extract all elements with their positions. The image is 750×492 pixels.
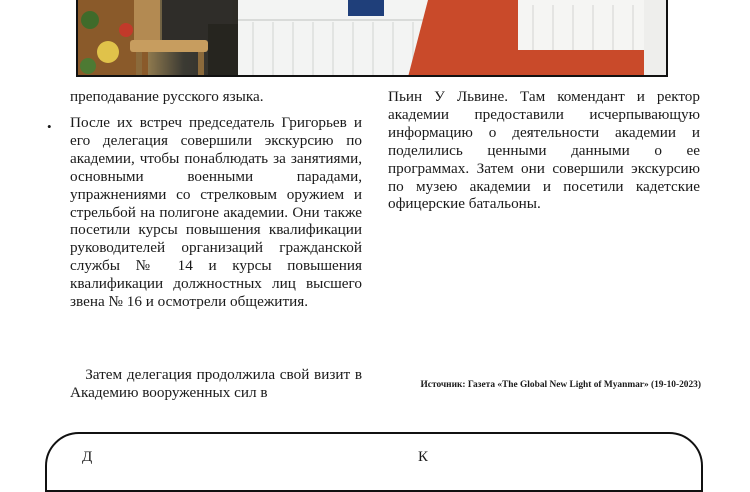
photo-scene xyxy=(78,0,668,77)
source-credit: Источник: Газета «The Global New Light of Myanmar» (19-10-2023) xyxy=(420,380,701,390)
next-section-left-fragment: Д xyxy=(82,449,94,465)
paragraph-academy: Пьин У Львине. Там комендант и ректор академии предоставили исчерпывающую информацию о деятельности академии и поделились ценными данными о ее программах. Затем они совершили экскурсию по музею академии и посетили кадетские офицерские батальоны. xyxy=(388,88,700,213)
paragraph-excursion: После их встреч председатель Григорьев и его делегация совершили экскурсию по академии, чтобы понаблюдать за занятиями, основными военными парадами, упражнениями со стрелковым оружием и стрельбой на полигоне академии. Они также посетили курсы повышения квалификации руководителей организаций гражданской службы № 14 и курсы повышения квалификации должностных лиц высшего звена № 16 и осмотрели общежития. xyxy=(70,114,362,311)
bullet-marker: • xyxy=(47,119,52,134)
next-section-frame xyxy=(45,432,703,492)
article-photo xyxy=(76,0,668,77)
paragraph-delegation: Затем делегация продолжила свой визит в Академию вооруженных сил в xyxy=(70,366,362,401)
continuation-line: преподавание русского языка. xyxy=(70,88,264,105)
next-section-right-fragment: К xyxy=(418,449,430,465)
